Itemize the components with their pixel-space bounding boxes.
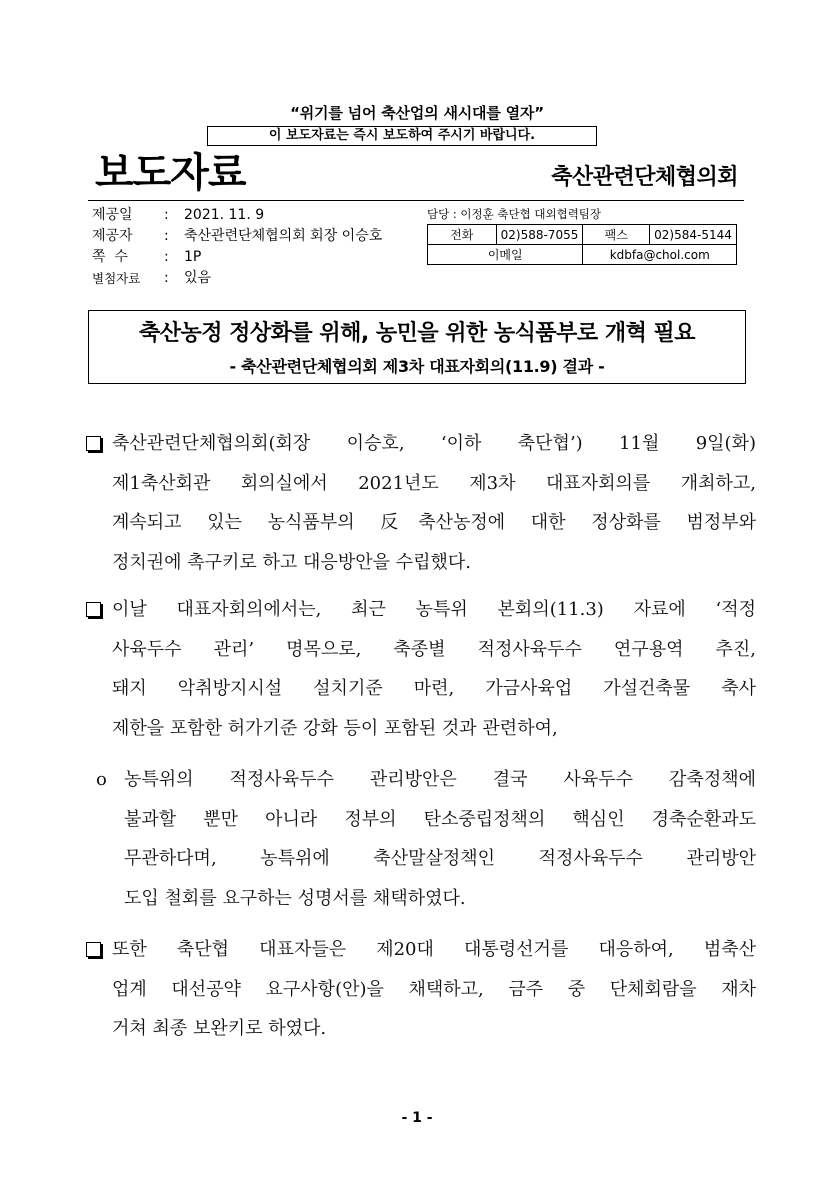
- circle-bullet: o: [96, 769, 107, 790]
- paragraph-line: 축산관련단체협의회(회장 이승호, ‘이하 축단협’) 11월 9일(화): [112, 433, 756, 454]
- meta-value: 2021. 11. 9: [184, 207, 265, 223]
- paragraph-line: 또한 축단협 대표자들은 제20대 대통령선거를 대응하여, 범축산: [112, 939, 756, 960]
- meta-row-date: [92, 205, 432, 226]
- paragraph-line: 계속되고 있는 농식품부의 反축산농정에 대한 정상화를 범정부와: [112, 512, 756, 533]
- organization-name: 축산관련단체협의회: [551, 165, 738, 190]
- paragraph-line: 제한을 포함한 허가기준 강화 등이 포함된 것과 관련하여,: [112, 717, 558, 739]
- paragraph-line: 이날 대표자회의에서는, 최근 농특위 본회의(11.3) 자료에 ‘적정: [112, 599, 756, 620]
- meta-row-pages: [92, 247, 432, 268]
- paragraph-line: 사육두수 관리’ 명목으로, 축종별 적정사육두수 연구용역 추진,: [112, 638, 756, 660]
- fax-label: 팩스: [583, 225, 650, 245]
- meta-key: 제공일: [92, 207, 133, 223]
- meta-colon: :: [164, 207, 169, 223]
- square-bullet-icon: [86, 602, 101, 617]
- meta-key: 쪽 수: [92, 249, 128, 265]
- paragraph-3: [96, 760, 756, 918]
- phone-value: 02)588-7055: [496, 225, 583, 245]
- meta-value: 있음: [184, 270, 212, 286]
- meta-colon: :: [164, 228, 169, 244]
- meta-key: 제공자: [92, 228, 133, 244]
- header-divider: [88, 200, 744, 201]
- paragraph-line: 거쳐 최종 보완키로 하였다.: [112, 1018, 327, 1039]
- phone-label: 전화: [428, 225, 497, 245]
- fax-value: 02)584-5144: [650, 225, 737, 245]
- paragraph-line: 제1축산회관 회의실에서 2021년도 제3차 대표자회의를 개최하고,: [112, 472, 756, 494]
- meta-colon: :: [164, 249, 169, 265]
- subheadline: - 축산관련단체협의회 제3차 대표자회의(11.9) 결과 -: [229, 357, 605, 376]
- headline: 축산농정 정상화를 위해, 농민을 위한 농식품부로 개혁 필요: [138, 321, 696, 346]
- paragraph-line: 농특위의 적정사육두수 관리방안은 결국 사육두수 감축정책에: [124, 769, 756, 790]
- slogan: “위기를 넘어 축산업의 새시대를 열자”: [290, 104, 544, 122]
- paragraph-line: 돼지 악취방지시설 설치기준 마련, 가금사육업 가설건축물 축사: [112, 678, 756, 699]
- square-bullet-icon: [86, 436, 101, 451]
- meta-key: 별첨자료: [92, 271, 141, 286]
- meta-row-provider: [92, 226, 432, 247]
- press-release-label: 보도자료: [95, 150, 246, 196]
- paragraph-2: [86, 590, 756, 748]
- release-notice: 이 보도자료는 즉시 보도하여 주시기 바랍니다.: [207, 126, 597, 146]
- meta-colon: :: [164, 270, 169, 286]
- paragraph-1: [86, 424, 756, 582]
- paragraph-line: 불과할 뿐만 아니라 정부의 탄소중립정책의 핵심인 경축순환과도: [124, 808, 756, 830]
- square-bullet-icon: [86, 942, 101, 957]
- meta-value: 1P: [184, 249, 202, 265]
- paragraph-4: [86, 930, 756, 1049]
- meta-row-attachment: [92, 268, 432, 289]
- paragraph-line: 정치권에 촉구키로 하고 대응방안을 수립했다.: [112, 551, 471, 573]
- email-value: kdbfa@chol.com: [583, 245, 737, 265]
- contact-manager: 담당 : 이정훈 축단협 대외협력팀장: [427, 207, 602, 221]
- paragraph-line: 업계 대선공약 요구사항(안)을 채택하고, 금주 중 단체회람을 재차: [112, 978, 756, 1000]
- email-label: 이메일: [428, 245, 583, 265]
- paragraph-line: 도입 철회를 요구하는 성명서를 채택하였다.: [124, 887, 466, 909]
- contact-table: [427, 224, 737, 265]
- meta-info: [92, 205, 432, 289]
- meta-value: 축산관련단체협의회 회장 이승호: [184, 228, 383, 244]
- page-number: - 1 -: [401, 1110, 433, 1126]
- paragraph-line: 무관하다며, 농특위에 축산말살정책인 적정사육두수 관리방안: [124, 848, 756, 869]
